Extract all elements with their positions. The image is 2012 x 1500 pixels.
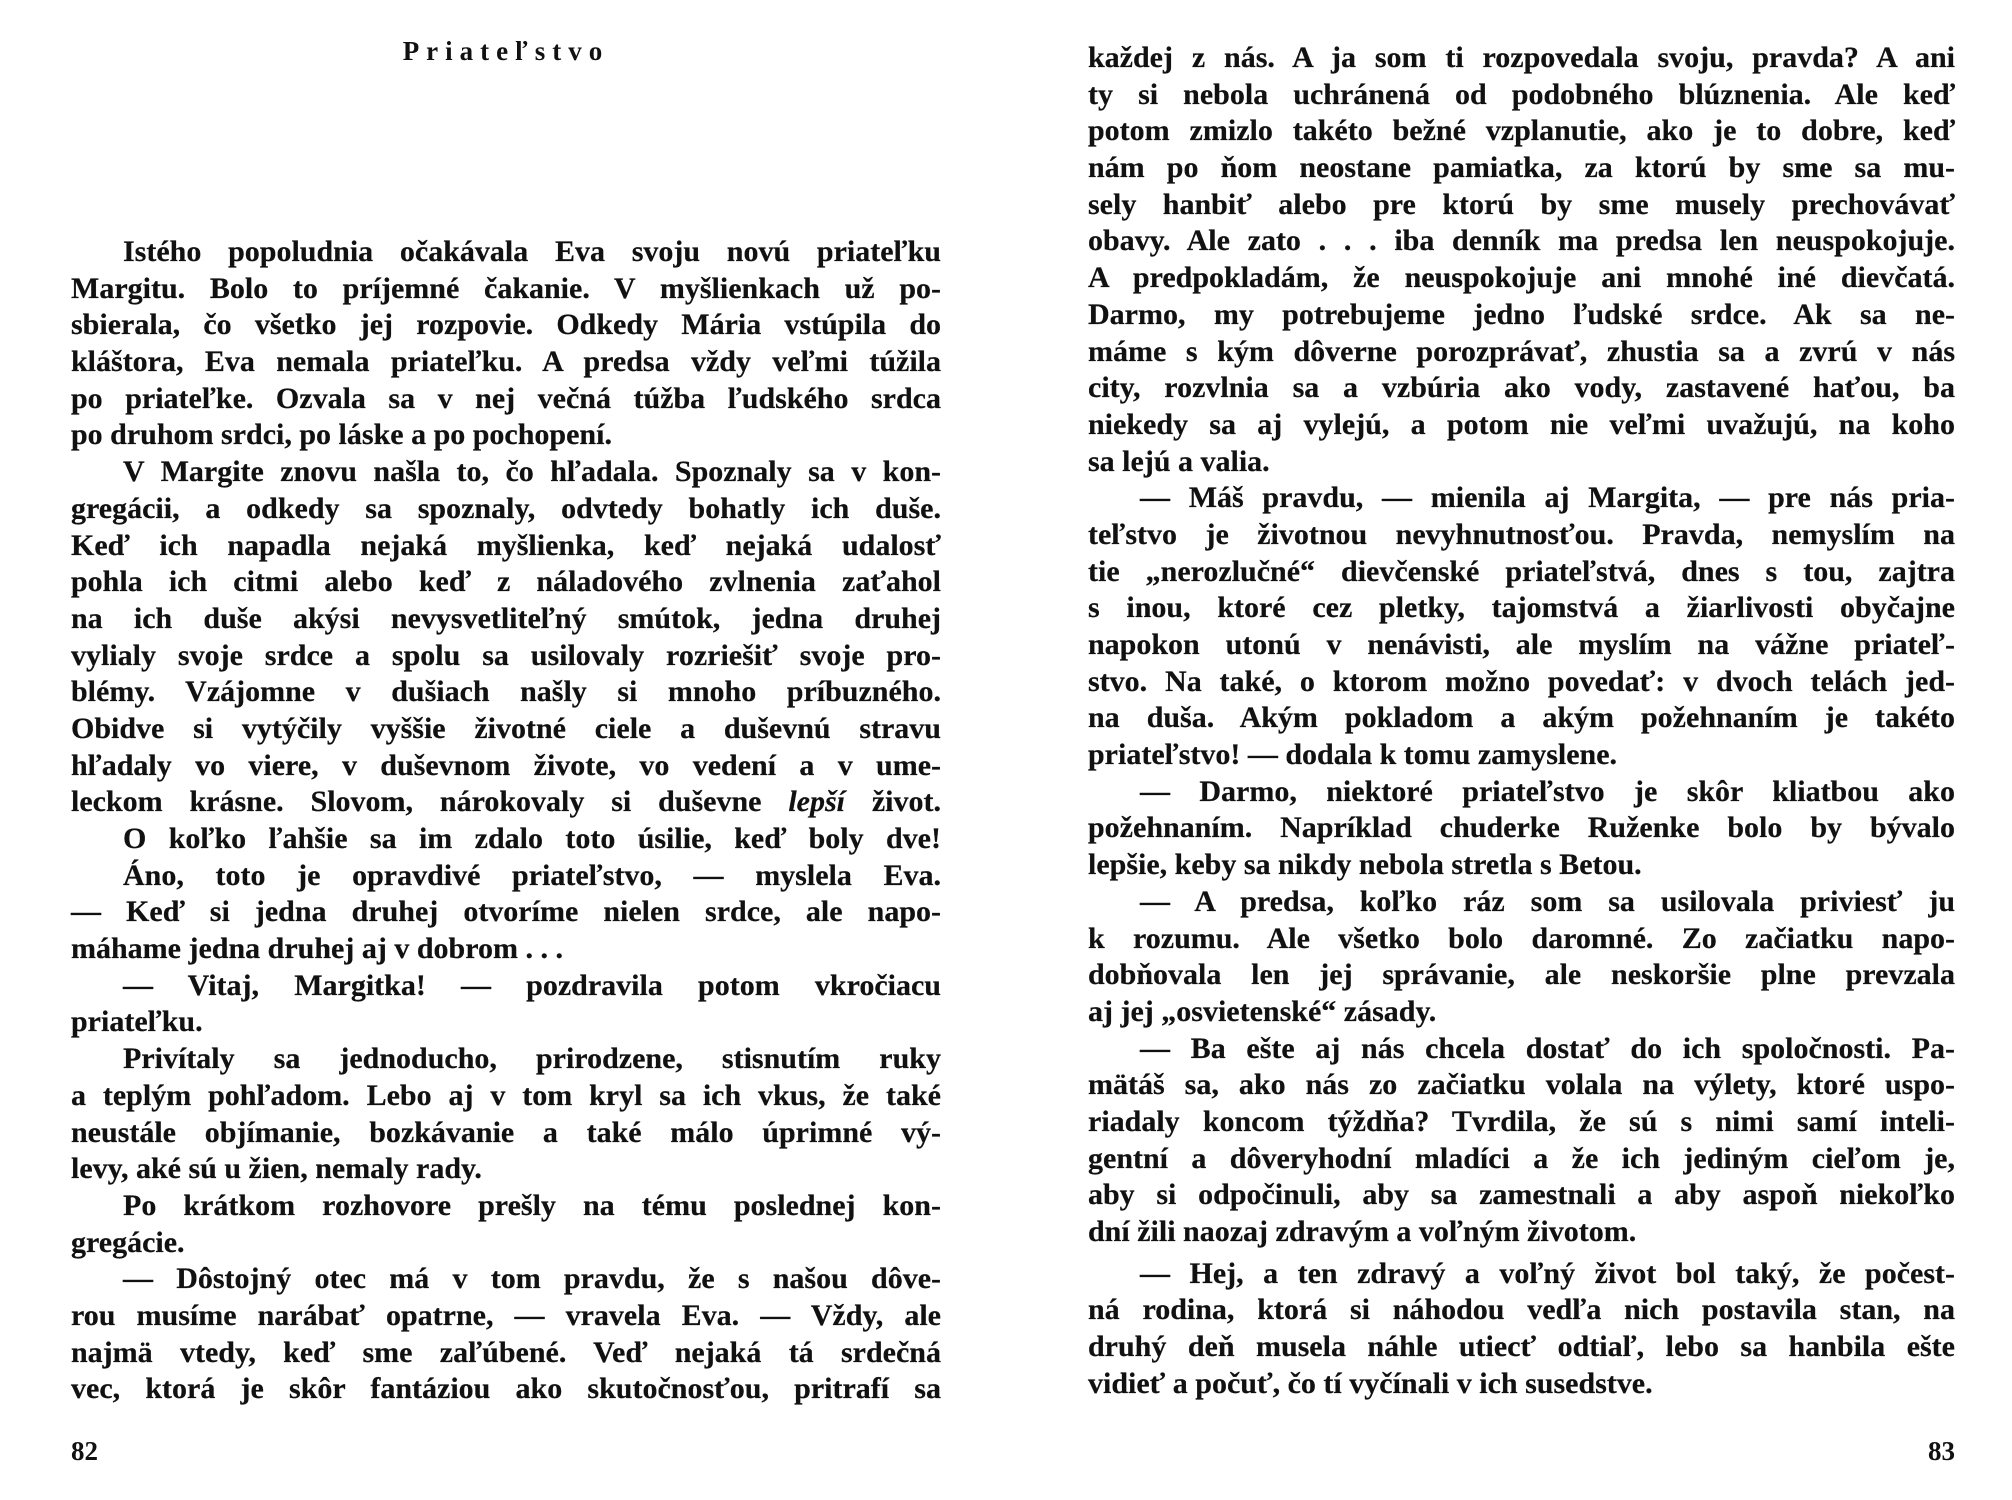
text-line: lepšie, keby sa nikdy nebola stretla s Betou. <box>1088 848 1642 882</box>
page-number: 82 <box>71 1436 98 1466</box>
text-line: gentní a dôveryhodní mladíci a že ich jediným cieľom je, <box>1088 1141 1955 1175</box>
text-line: k rozumu. Ale všetko bolo daromné. Zo začiatku napo- <box>1088 921 1955 955</box>
text-line: tie „nerozlučné“ dievčenské priateľstvá, dnes s tou, zajtra <box>1088 554 1955 588</box>
text-line: vidieť a počuť, čo tí vyčínali v ich susedstve. <box>1088 1366 1653 1400</box>
text-line: po priateľke. Ozvala sa v nej večná túžba ľudského srdca <box>71 381 941 415</box>
text-line: — Hej, a ten zdravý a voľný život bol taký, že počest- <box>1140 1256 1955 1290</box>
text-line: Áno, toto je opravdivé priateľstvo, — myslela Eva. <box>123 858 941 892</box>
text-line: aj jej „osvietenské“ zásady. <box>1088 994 1437 1028</box>
text-line: Keď ich napadla nejaká myšlienka, keď nejaká udalosť <box>71 528 941 562</box>
text-line: teľstvo je životnou nevyhnutnosťou. Pravda, nemyslím na <box>1088 517 1955 551</box>
text-line: Margitu. Bolo to príjemné čakanie. V myšlienkach už po- <box>71 271 941 305</box>
text-line: Darmo, my potrebujeme jedno ľudské srdce. Ak sa ne- <box>1088 297 1955 331</box>
text-line: nám po ňom neostane pamiatka, za ktorú by sme sa mu- <box>1088 151 1955 185</box>
text-line <box>71 784 941 821</box>
text-line: levy, aké sú u žien, nemaly rady. <box>71 1152 482 1186</box>
text-line: napokon utonú v nenávisti, ale myslím na vážne priateľ- <box>1088 628 1955 661</box>
text-line: a teplým pohľadom. Lebo aj v tom kryl sa ich vkus, že také <box>71 1078 941 1112</box>
text-line: požehnaním. Napríklad chuderke Ruženke bolo by bývalo <box>1088 811 1955 845</box>
text-line: sa lejú a valia. <box>1088 444 1270 478</box>
text-line: — Vitaj, Margitka! — pozdravila potom vkročiacu <box>123 968 941 1002</box>
text-line: máhame jedna druhej aj v dobrom . . . <box>71 932 563 966</box>
text-line: priateľstvo! — dodala k tomu zamyslene. <box>1088 738 1618 772</box>
text-line: hľadaly vo viere, v duševnom živote, vo vedení a v ume- <box>71 748 941 782</box>
text-line: priateľku. <box>71 1005 203 1039</box>
text-line: s inou, ktoré cez pletky, tajomstvá a žiarlivosti obyčajne <box>1088 591 1955 625</box>
text-line: rou musíme narábať opatrne, — vravela Eva. — Vždy, ale <box>71 1298 941 1332</box>
text-line: mätáš sa, ako nás zo začiatku volala na výlety, ktoré uspo- <box>1088 1068 1955 1102</box>
right-page <box>1088 0 1955 1500</box>
text-line: A predpokladám, že neuspokojuje ani mnohé iné dievčatá. <box>1088 261 1955 295</box>
text-line: potom zmizlo takéto bežné vzplanutie, ako je to dobre, keď <box>1088 114 1955 148</box>
text-line: — Keď si jedna druhej otvoríme nielen srdce, ale napo- <box>71 895 941 929</box>
text-line: sbierala, čo všetko jej rozpovie. Odkedy Mária vstúpila do <box>71 308 941 342</box>
text-line: dní žili naozaj zdravým a voľným životom. <box>1088 1215 1637 1248</box>
text-line: Po krátkom rozhovore prešly na tému poslednej kon- <box>123 1188 941 1222</box>
text-line: V Margite znovu našla to, čo hľadala. Spoznaly sa v kon- <box>123 455 941 489</box>
text-line: kláštora, Eva nemala priateľku. A predsa vždy veľmi túžila <box>71 345 941 379</box>
text-line: na duša. Akým pokladom a akým požehnaním je takéto <box>1088 701 1955 735</box>
text-line: Obidve si vytýčily vyššie životné ciele a duševnú stravu <box>71 711 941 745</box>
text-line: najmä vtedy, keď sme zaľúbené. Veď nejaká tá srdečná <box>71 1335 941 1369</box>
text-line: — A predsa, koľko ráz som sa usilovala priviesť ju <box>1140 884 1955 918</box>
text-line: — Darmo, niektoré priateľstvo je skôr kliatbou ako <box>1140 774 1955 808</box>
text-line: gregácii, a odkedy sa spoznaly, odvtedy bohatly ich duše. <box>71 491 941 525</box>
text-line: blémy. Vzájomne v dušiach našly si mnoho príbuzného. <box>71 675 941 709</box>
text-line: O koľko ľahšie sa im zdalo toto úsilie, keď boly dve! <box>123 822 941 855</box>
text-line: Istého popoludnia očakávala Eva svoju novú priateľku <box>123 235 941 268</box>
body-text <box>1088 40 1955 1402</box>
page-number: 83 <box>1928 1436 1955 1466</box>
text-line: Privítaly sa jednoducho, prirodzene, stisnutím ruky <box>123 1042 941 1076</box>
text-line: obavy. Ale zato . . . iba denník ma predsa len neuspokojuje. <box>1088 224 1955 258</box>
text-line: každej z nás. A ja som ti rozpovedala svoju, pravda? A ani <box>1088 41 1955 74</box>
text-line: máme s kým dôverne porozprávať, zhustia sa a zvrú v nás <box>1088 334 1955 368</box>
text-line: aby si odpočinuli, aby sa zamestnali a aby aspoň niekoľko <box>1088 1178 1955 1212</box>
text-line: dobňovala len jej správanie, ale neskoršie plne prevzala <box>1088 958 1955 992</box>
text-line: gregácie. <box>71 1225 185 1259</box>
text-line: ná rodina, ktorá si náhodou vedľa nich postavila stan, na <box>1088 1293 1955 1327</box>
body-text <box>71 234 941 1408</box>
text-segment: leckom krásne. Slovom, nárokovaly si duševne <box>71 785 789 819</box>
text-line: — Dôstojný otec má v tom pravdu, že s našou dôve- <box>123 1262 941 1296</box>
text-line: po druhom srdci, po láske a po pochopení. <box>71 418 612 452</box>
text-line: ty si nebola uchránená od podobného blúznenia. Ale keď <box>1088 77 1955 111</box>
italic-word: lepší <box>788 785 845 819</box>
text-line: — Máš pravdu, — mienila aj Margita, — pre nás pria- <box>1140 481 1955 515</box>
text-line: vec, ktorá je skôr fantáziou ako skutočnosťou, pritrafí sa <box>71 1372 941 1406</box>
text-line: — Ba ešte aj nás chcela dostať do ich spoločnosti. Pa- <box>1140 1031 1955 1065</box>
text-line: niekedy sa aj vylejú, a potom nie veľmi uvažujú, na koho <box>1088 407 1955 441</box>
text-line: city, rozvlnia sa a vzbúria ako vody, zastavené haťou, ba <box>1088 371 1955 405</box>
text-line: stvo. Na také, o ktorom možno povedať: v dvoch telách jed- <box>1088 664 1955 698</box>
text-line: na ich duše akýsi nevysvetliteľný smútok, jedna druhej <box>71 601 941 635</box>
chapter-title: Priateľstvo <box>402 36 610 66</box>
left-page <box>71 0 941 1500</box>
text-line: pohla ich citmi alebo keď z náladového zvlnenia zaťahol <box>71 565 941 599</box>
text-line: druhý deň musela náhle utiecť odtiaľ, lebo sa hanbila ešte <box>1088 1330 1955 1364</box>
text-line: vylialy svoje srdce a spolu sa usilovaly rozriešiť svoje pro- <box>71 638 941 672</box>
text-line: riadaly koncom týždňa? Tvrdila, že sú s nimi samí inteli- <box>1088 1104 1955 1138</box>
text-line: sely hanbiť alebo pre ktorú by sme musely prechovávať <box>1088 187 1955 221</box>
text-line: neustále objímanie, bozkávanie a také málo úprimné vý- <box>71 1115 941 1149</box>
text-segment: život. <box>845 785 941 819</box>
